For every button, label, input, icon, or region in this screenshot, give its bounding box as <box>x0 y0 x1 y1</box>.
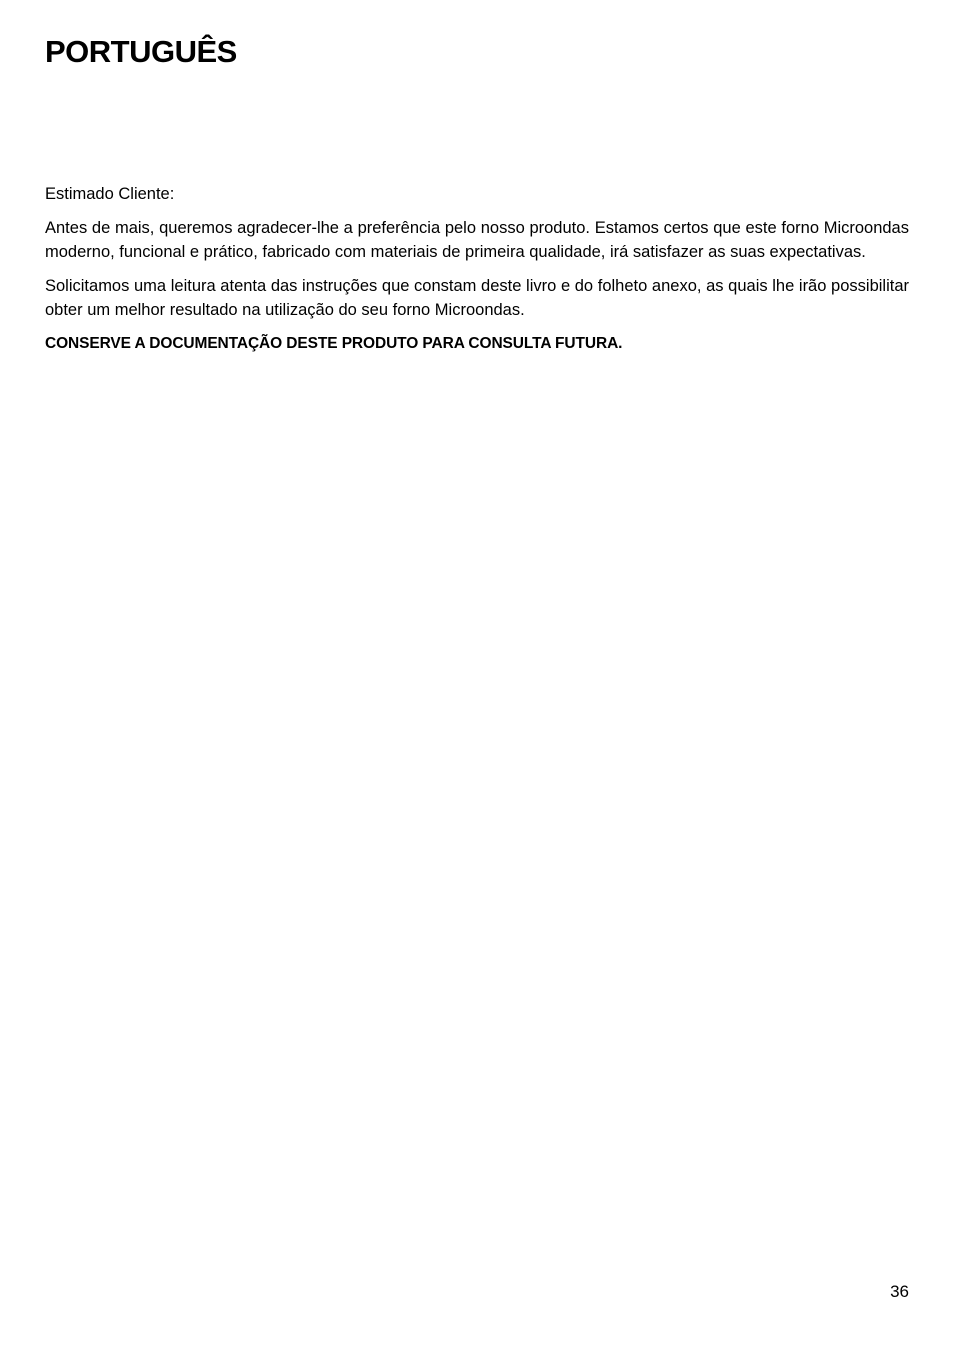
intro-paragraph: Antes de mais, queremos agradecer-lhe a preferência pelo nosso produto. Estamos certos que este forno Microondas moderno, funcional e prático, fabricado com materiais de primeira qualidade, irá satisfazer as suas expectativas. <box>45 218 909 261</box>
document-body <box>45 182 909 356</box>
instructions-paragraph: Solicitamos uma leitura atenta das instruções que constam deste livro e do folheto anexo, as quais lhe irão possibilitar obter um melhor resultado na utilização do seu forno Microondas. <box>45 276 909 319</box>
greeting: Estimado Cliente: <box>45 185 175 203</box>
keep-documentation-notice: CONSERVE A DOCUMENTAÇÃO DESTE PRODUTO PARA CONSULTA FUTURA. <box>45 334 623 352</box>
page-number: 36 <box>890 1282 909 1301</box>
page-title: PORTUGUÊS <box>45 34 237 69</box>
